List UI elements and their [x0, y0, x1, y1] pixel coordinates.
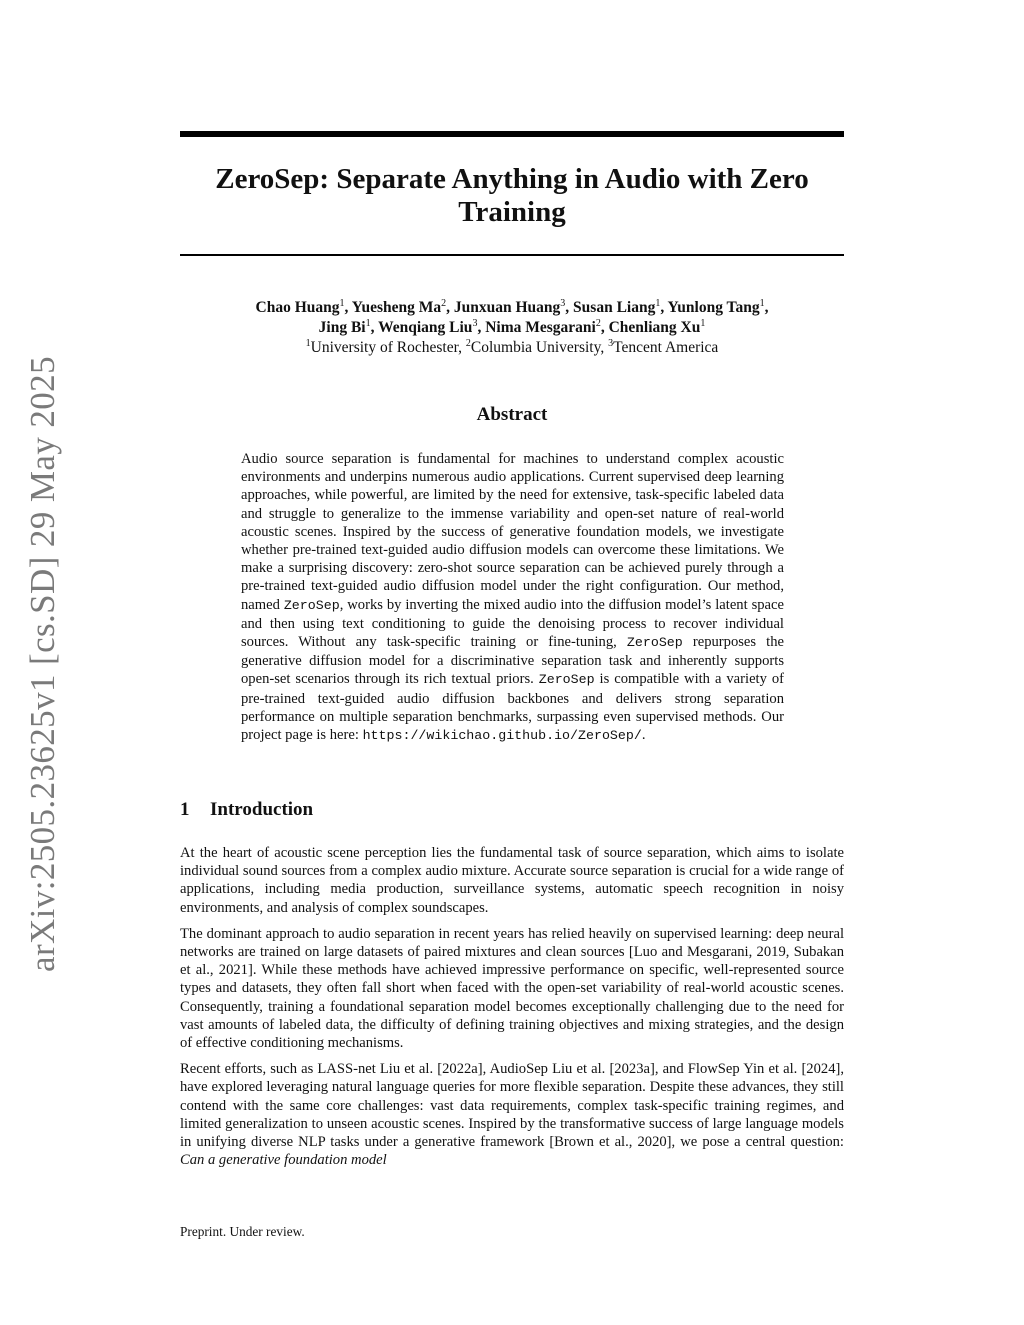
section-title: Introduction [210, 799, 314, 820]
method-name: ZeroSep [538, 672, 595, 688]
author-block [180, 298, 844, 358]
section-number: 1 [180, 799, 190, 820]
title-top-rule [180, 131, 844, 137]
method-name: ZeroSep [283, 597, 340, 613]
paragraph: Recent efforts, such as LASS-net Liu et al. [2022a], AudioSep Liu et al. [2023a], and FlowSep Yin et al. [2024], have explored leveraging natural language queries for more flexible separation. Despite these advances, they still contend with the same core challenges: vast data requirements, complex task-specific training regimes, and limited generalization to unseen acoustic scenes. Inspired by the transformative success of large language models in unifying diverse NLP tasks under a generative framework [Brown et al., 2020], we pose a central question: Can a generative foundation model [180, 1061, 844, 1169]
project-url-link[interactable]: https://wikichao.github.io/ZeroSep/ [362, 728, 642, 744]
method-name: ZeroSep [626, 635, 683, 651]
section-heading-introduction [180, 799, 313, 821]
abstract-heading: Abstract [476, 404, 548, 425]
abstract-text: Audio source separation is fundamental for machines to understand complex acoustic environments and underpins numerous audio applications. Current supervised deep learning approaches, while powerful, are limited by the need for extensive, task-specific labeled data and struggle to generalize to the immense variability and open-set nature of real-world acoustic scenes. Inspired by the success of generative foundation models, we investigate whether pre-trained text-guided audio diffusion models can overcome these limitations. We make a surprising discovery: zero-shot source separation can be achieved purely through a pre-trained text-guided audio diffusion model under the right configuration. Our method, named ZeroSep, works by inverting the mixed audio into the diffusion model’s latent space and then using text conditioning to guide the denoising process to recover individual sources. Without any task-specific training or fine-tuning, ZeroSep repurposes the generative diffusion model for a discriminative separation task and inherently supports open-set scenarios through its rich textual priors. ZeroSep is compatible with a variety of pre-trained text-guided audio diffusion backbones and delivers strong separation performance on multiple separation benchmarks, surpassing even supervised methods. Our project page is here: https://wikichao.github.io/ZeroSep/. [241, 451, 785, 744]
title-bottom-rule [180, 254, 844, 256]
page-footer: Preprint. Under review. [180, 1224, 305, 1239]
paragraph: At the heart of acoustic scene perception lies the fundamental task of source separation, which aims to isolate individual sound sources from a complex audio mixture. Accurate source separation is crucial for a wide range of applications, including media production, surveillance systems, automatic speech recognition in noisy environments, and analysis of complex soundscapes. [180, 845, 844, 916]
introduction-body [180, 844, 844, 1177]
arxiv-identifier: arXiv:2505.23625v1 [cs.SD] 29 May 2025 [23, 356, 62, 972]
affiliations: $^1$University of Rochester, $^2$Columbia University, $^3$Tencent America [305, 337, 719, 356]
paper-title: ZeroSep: Separate Anything in Audio with Zero Training [215, 163, 809, 228]
paragraph: The dominant approach to audio separation in recent years has relied heavily on supervised learning: deep neural networks are trained on large datasets of paired mixtures and clean sources [Luo and Mesgarani, 2019, Subakan et al., 2021]. While these methods have achieved impressive performance on specific, well-represented source types and datasets, they often fall short when faced with the open-set variability of real-world acoustic scenes. Consequently, training a foundational separation model becomes exceptionally challenging due to the need for vast amounts of labeled data, the difficulty of defining training objectives and mixing strategies, and the design of effective conditioning mechanisms. [180, 925, 844, 1052]
author-list: Chao Huang$^1$, Yuesheng Ma$^2$, Junxuan Huang$^3$, Susan Liang$^1$, Yunlong Tang$^1$, Jing Bi$^1$, Wenqiang Liu$^3$, Nima Mesgarani$^2$, Chenliang Xu$^1$ [255, 297, 769, 336]
emphasized-question: Can a generative foundation model [180, 1152, 387, 1169]
